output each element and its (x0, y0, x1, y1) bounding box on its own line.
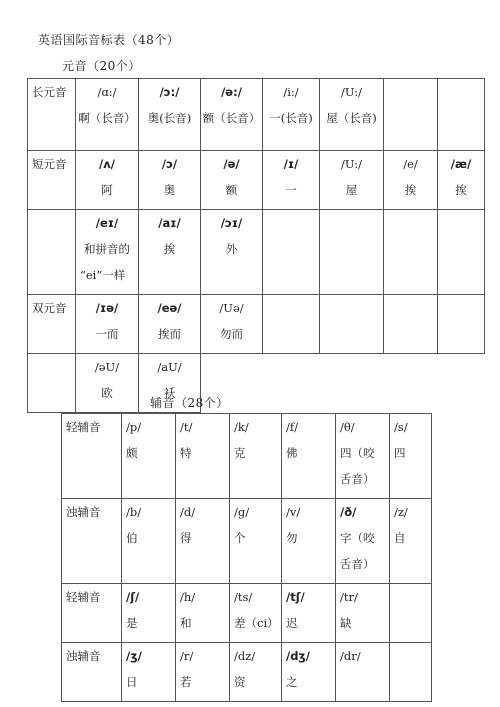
consonants-heading: 辅音（28个） (150, 396, 229, 410)
consonant-cell (230, 584, 282, 643)
pronunciation-hint: 佛 (286, 446, 298, 460)
ipa-symbol: /ʒ/ (126, 649, 142, 663)
pronunciation-hint: 额（长音） (202, 111, 261, 125)
ipa-symbol: /ʃ/ (126, 590, 140, 604)
pronunciation-hint: 挨而 (158, 327, 181, 341)
empty-cell (390, 643, 432, 702)
empty-cell (438, 210, 485, 295)
pronunciation-hint: 是 (126, 616, 138, 630)
ipa-symbol: /v/ (286, 505, 301, 519)
vowel-cell (139, 151, 201, 210)
vowels-heading: 元音（20个） (62, 59, 141, 73)
pronunciation-hint: 伯 (126, 531, 138, 545)
pronunciation-hint: 若 (180, 675, 192, 689)
ipa-symbol: /i:/ (283, 85, 299, 99)
pronunciation-hint-cont: 舌音） (340, 557, 375, 571)
vowel-cell (201, 295, 263, 354)
consonant-cell (176, 414, 230, 499)
consonant-cell (336, 414, 390, 499)
vowel-cell (76, 295, 139, 354)
ipa-symbol: /k/ (234, 420, 249, 434)
row-label: 轻辅音 (62, 414, 122, 499)
vowel-cell (76, 79, 139, 151)
consonant-cell (336, 584, 390, 643)
pronunciation-hint: 一 (285, 183, 297, 197)
ipa-symbol: /θ/ (340, 420, 355, 434)
pronunciation-hint: 袄 (163, 386, 176, 400)
consonant-cell (390, 414, 432, 499)
ipa-symbol: /ɔɪ/ (220, 216, 243, 230)
ipa-symbol: /tr/ (340, 590, 358, 604)
pronunciation-hint: 日 (126, 675, 138, 689)
ipa-symbol: /æ/ (450, 157, 472, 171)
pronunciation-hint: 欧 (101, 386, 113, 400)
empty-cell (438, 79, 485, 151)
consonant-row (62, 414, 432, 499)
vowel-cell (384, 151, 438, 210)
pronunciation-hint: 阿 (101, 183, 113, 197)
ipa-symbol: /aU/ (157, 360, 182, 374)
short-vowel-row (28, 151, 485, 210)
consonant-cell (390, 499, 432, 584)
row-label: 浊辅音 (62, 499, 122, 584)
diphthong-row (28, 210, 485, 295)
ipa-symbol: /Uə/ (219, 301, 244, 315)
empty-cell (438, 354, 485, 413)
row-label: 双元音 (28, 295, 76, 354)
pronunciation-hint: 挨 (404, 183, 417, 197)
ipa-symbol: /b/ (126, 505, 142, 519)
pronunciation-hint: 个 (234, 531, 246, 545)
ipa-symbol: /ts/ (234, 590, 253, 604)
ipa-symbol: /h/ (180, 590, 196, 604)
consonant-cell (282, 499, 336, 584)
pronunciation-hint-cont: 舌音） (340, 472, 375, 486)
empty-cell (438, 295, 485, 354)
pronunciation-hint: 勿 (286, 531, 298, 545)
pronunciation-hint: 特 (180, 446, 192, 460)
ipa-symbol: /s/ (394, 420, 408, 434)
pronunciation-hint: 挨 (455, 183, 467, 197)
page-title: 英语国际音标表（48个） (38, 33, 180, 47)
pronunciation-hint: 四 (394, 446, 406, 460)
consonant-cell (230, 414, 282, 499)
ipa-symbol: /ɔ/ (161, 157, 178, 171)
pronunciation-hint: 和拼音的 (84, 242, 130, 256)
consonant-cell (336, 499, 390, 584)
ipa-symbol: /g/ (234, 505, 250, 519)
empty-cell (263, 210, 320, 295)
consonant-row (62, 584, 432, 643)
ipa-symbol: /dz/ (234, 649, 256, 663)
pronunciation-hint: 勿而 (220, 327, 243, 341)
pronunciation-hint: 资 (234, 675, 246, 689)
pronunciation-hint: 外 (225, 242, 238, 256)
vowel-cell (76, 151, 139, 210)
ipa-symbol: /ʌ/ (99, 157, 115, 171)
vowel-cell (438, 151, 485, 210)
ipa-symbol: /ə/ (223, 157, 240, 171)
row-label: 短元音 (28, 151, 76, 210)
vowel-cell (263, 79, 320, 151)
empty-cell (384, 210, 438, 295)
ipa-symbol: /eə/ (157, 301, 182, 315)
empty-cell (390, 584, 432, 643)
ipa-symbol: /dʒ/ (286, 649, 310, 663)
diphthong-row (28, 354, 485, 413)
empty-cell (28, 210, 76, 295)
empty-cell (384, 295, 438, 354)
ipa-symbol: /d/ (180, 505, 196, 519)
vowel-cell (201, 210, 263, 295)
consonant-row (62, 499, 432, 584)
diphthong-row (28, 295, 485, 354)
ipa-symbol: /əU/ (94, 360, 120, 374)
ipa-symbol: /U:/ (341, 157, 362, 171)
ipa-symbol: /eɪ/ (95, 216, 119, 230)
ipa-symbol: /r/ (180, 649, 194, 663)
consonant-cell (176, 584, 230, 643)
pronunciation-hint: 四（咬 (340, 446, 375, 460)
pronunciation-hint: 屋 (345, 183, 358, 197)
pronunciation-hint: 奥(长音) (147, 111, 192, 125)
pronunciation-hint: 克 (234, 446, 246, 460)
vowel-cell (139, 79, 201, 151)
consonant-cell (282, 584, 336, 643)
vowel-cell (201, 151, 263, 210)
pronunciation-hint-cont: “ei”一样 (80, 268, 126, 282)
ipa-symbol: /ə:/ (221, 85, 242, 99)
pronunciation-hint: 屋（长音) (326, 111, 377, 125)
row-label: 长元音 (28, 79, 76, 151)
vowel-cell (201, 79, 263, 151)
consonant-cell (122, 584, 176, 643)
consonant-cell (122, 499, 176, 584)
consonant-cell (282, 414, 336, 499)
ipa-symbol: /z/ (394, 505, 408, 519)
pronunciation-hint: 得 (180, 531, 192, 545)
consonant-cell (122, 414, 176, 499)
pronunciation-hint: 之 (286, 675, 298, 689)
vowel-cell (76, 210, 139, 295)
vowel-cell (320, 79, 384, 151)
pronunciation-hint: 挨 (163, 242, 176, 256)
ipa-symbol: /ð/ (340, 505, 357, 519)
pronunciation-hint: 颇 (126, 446, 138, 460)
pronunciation-hint: 字（咬 (340, 531, 375, 545)
long-vowel-row (28, 79, 485, 151)
ipa-symbol: /U:/ (341, 85, 362, 99)
ipa-symbol: /dr/ (340, 649, 361, 663)
pronunciation-hint: 迟 (286, 616, 298, 630)
pronunciation-hint: 一(长音) (269, 111, 313, 125)
vowel-cell (139, 210, 201, 295)
ipa-symbol: /ɪə/ (95, 301, 119, 315)
pronunciation-hint: 啊（长音） (78, 111, 136, 125)
empty-cell (263, 354, 320, 413)
empty-cell (320, 354, 384, 413)
pronunciation-hint: 奥 (163, 183, 176, 197)
empty-cell (263, 295, 320, 354)
ipa-symbol: /tʃ/ (286, 590, 305, 604)
ipa-symbol: /ɑ:/ (97, 85, 117, 99)
consonant-cell (176, 499, 230, 584)
pronunciation-hint: 一而 (95, 327, 119, 341)
pronunciation-hint: 差（ci） (234, 616, 279, 630)
ipa-symbol: /e/ (403, 157, 418, 171)
ipa-symbol: /t/ (180, 420, 193, 434)
consonant-cell (176, 643, 230, 702)
consonant-cell (336, 643, 390, 702)
consonant-cell (230, 643, 282, 702)
row-label: 轻辅音 (62, 584, 122, 643)
empty-cell (28, 354, 76, 413)
consonant-row (62, 643, 432, 702)
empty-cell (384, 79, 438, 151)
ipa-symbol: /f/ (286, 420, 299, 434)
vowel-cell (76, 354, 139, 413)
pronunciation-hint: 自 (394, 531, 406, 545)
consonant-cell (282, 643, 336, 702)
vowel-table (27, 78, 485, 413)
pronunciation-hint: 额 (225, 183, 238, 197)
empty-cell (384, 354, 438, 413)
vowel-cell (320, 151, 384, 210)
vowel-cell (139, 295, 201, 354)
empty-cell (320, 295, 384, 354)
pronunciation-hint: 缺 (340, 616, 352, 630)
consonant-table (61, 413, 432, 702)
row-label: 浊辅音 (62, 643, 122, 702)
ipa-symbol: /ɪ/ (283, 157, 299, 171)
consonant-cell (122, 643, 176, 702)
ipa-symbol: /ɔ:/ (159, 85, 180, 99)
consonant-cell (230, 499, 282, 584)
vowel-cell (263, 151, 320, 210)
empty-cell (320, 210, 384, 295)
ipa-symbol: /p/ (126, 420, 142, 434)
ipa-symbol: /aɪ/ (158, 216, 181, 230)
pronunciation-hint: 和 (180, 616, 192, 630)
